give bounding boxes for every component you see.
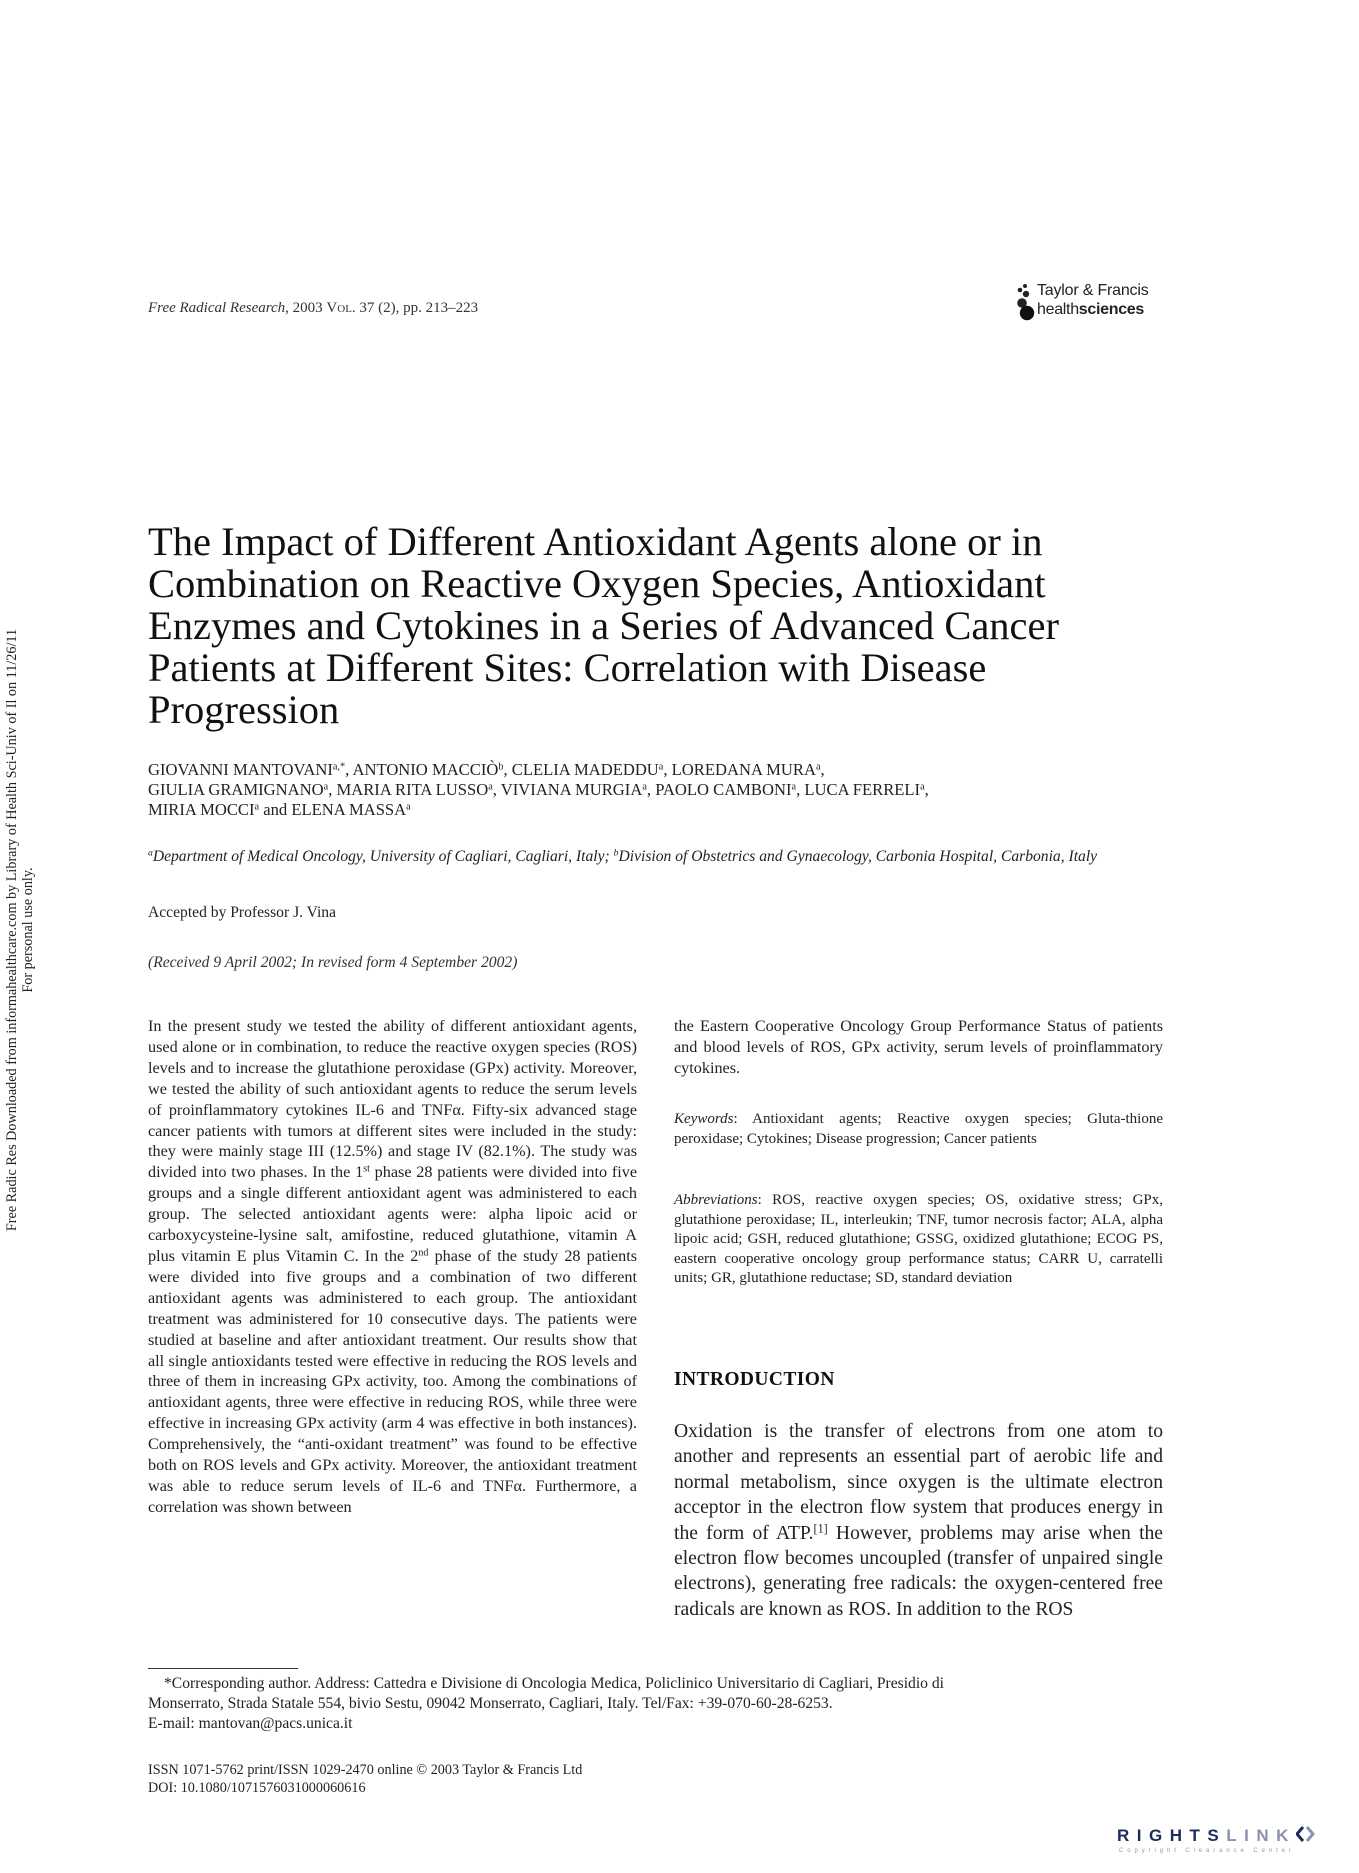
footnote-line-2: Monserrato, Strada Statale 554, bivio Sestu, 09042 Monserrato, Cagliari, Italy. Tel/Fax: +39-070-60-28-6253. [148,1695,833,1712]
citation-reference[interactable]: [1] [813,1520,828,1535]
rightslink-part-1: RIGHTS [1117,1826,1227,1845]
author-list [148,760,1168,820]
author-affiliation-mark: a [406,801,411,813]
corresponding-author-footnote [148,1674,1148,1734]
author: LUCA FERRELI [804,780,921,799]
rightslink-logo[interactable] [1117,1826,1349,1856]
abbreviations-label: Abbreviations [674,1192,758,1208]
journal-name: Free Radical Research [148,300,286,316]
abstract-ordinal-1: st [363,1163,370,1175]
abbreviations [674,1191,1163,1289]
accepted-by: Accepted by Professor J. Vina [148,904,337,921]
author-affiliation-mark: b [498,761,504,773]
author-affiliation-mark: a [791,781,797,793]
abstract-ordinal-2: nd [418,1247,429,1259]
author-affiliation-mark: a [642,781,647,793]
author-separator: , [345,760,353,779]
watermark-line-1: Free Radic Res Downloaded from informahealthcare.com by Library of Health Sci-Univ of Il on 11/26/11 [4,628,20,1232]
abbreviations-text: : ROS, reactive oxygen species; OS, oxidative stress; GPx, glutathione peroxidase; IL, interleukin; TNF, tumor necrosis factor; ALA, alpha lipoic acid; GSH, reduced glutathione; GSSG, oxidized glutathione; ECOG PS, eastern cooperative oncology group performance status; CARR U, carratelli units; GR, glutathione reductase; SD, standard deviation [674,1192,1163,1286]
author-affiliation-mark: a [254,801,260,813]
author: MARIA RITA LUSSO [336,780,489,799]
author-affiliation-mark: a,* [332,761,346,773]
journal-vol-label: Vol [326,300,352,316]
author-separator: , [796,780,805,799]
rightslink-arrow-icon [1296,1826,1316,1842]
footnote-line-1: *Corresponding author. Address: Cattedra e Divisione di Oncologia Medica, Policlinico Universitario di Cagliari, Presidio di [164,1675,944,1692]
author: VIVIANA MURGIA [500,780,643,799]
keywords-label: Keywords [674,1111,734,1127]
publisher-logo [1013,282,1163,322]
abstract-text-1: In the present study we tested the ability of different antioxidant agents, used alone or in combination, to reduce the reactive oxygen species (ROS) levels and to increase the glutathione peroxidase (GPx) activity. Moreover, we tested the ability of such antioxidant agents to reduce the serum levels of proinflammatory cytokines IL-6 and TNFα. Fifty-six advanced stage cancer patients with tumors at different sites were included in the study: they were mainly stage III (12.5%) and stage IV (82.1%). The study was divided into two phases. In the 1 [148,1017,637,1182]
author-affiliation-mark: a [920,781,925,793]
affiliation-b: Division of Obstetrics and Gynaecology, Carbonia Hospital, Carbonia, Italy [618,848,1098,865]
author-separator: , [328,780,337,799]
publisher-imprint [1037,301,1144,319]
author-separator: and [259,800,292,819]
keywords [674,1110,1163,1149]
affiliation-mark-a: a [148,847,153,859]
doi-line: DOI: 10.1080/1071576031000060616 [148,1780,366,1796]
author-affiliation-mark: a [658,761,664,773]
imprint-light: health [1037,301,1079,318]
abstract-continued: the Eastern Cooperative Oncology Group Performance Status of patients and blood levels of ROS, GPx activity, serum levels of proinflammatory cytokines. [674,1017,1163,1077]
publisher-dots-icon [1013,282,1035,322]
author: ANTONIO MACCIÒ [352,760,499,779]
journal-citation [148,300,478,317]
affiliation-mark-b: b [613,847,619,859]
rightslink-part-2: LINK [1226,1826,1296,1845]
author-separator: , [663,760,672,779]
author: CLELIA MADEDDU [511,760,659,779]
author-separator: , [646,780,656,799]
author: LOREDANA MURA [671,760,816,779]
rightslink-subtitle: Copyright Clearance Center [1119,1848,1295,1854]
introduction-paragraph [674,1419,1163,1622]
issn-line: ISSN 1071-5762 print/ISSN 1029-2470 online © 2003 Taylor & Francis Ltd [148,1762,583,1778]
article-title: The Impact of Different Antioxidant Agents alone or in Combination on Reactive Oxygen Species, Antioxidant Enzymes and Cytokines in a Series of Advanced Cancer Patients at Different Sites: Correlation with Disease Progression [148,519,1059,732]
journal-issue-pages: . 37 (2), pp. 213–223 [351,300,479,316]
introduction-text-2: However, problems may arise when the electron flow becomes uncoupled (transfer of unpaired single electrons), generating free radicals: the oxygen-centered free radicals are known as ROS. In addition to the ROS [674,1522,1164,1620]
footnote-rule [148,1668,298,1669]
received-dates: (Received 9 April 2002; In revised form 4 September 2002) [148,954,518,971]
publisher-name: Taylor & Francis [1037,282,1149,299]
author: GIOVANNI MANTOVANI [148,760,333,779]
imprint-bold: sciences [1078,301,1145,318]
section-heading-introduction: INTRODUCTION [674,1369,835,1390]
journal-year: , 2003 [285,300,327,316]
affiliations [148,848,1168,866]
author: PAOLO CAMBONI [655,780,792,799]
download-watermark [4,585,59,1275]
author-affiliation-mark: a [488,781,493,793]
author: ELENA MASSA [291,800,407,819]
abstract-text-3: phase of the study 28 patients were divided into five groups and a combination of two different antioxidant agents was administered to each group. The antioxidant treatment was administered for 10 consecutive days. The patients were studied at baseline and after antioxidant treatment. Our results show that all single antioxidants tested were effective in reducing the ROS levels and three of them in increasing GPx activity, too. Among the combinations of antioxidant agents, three were effective in reducing ROS, while three were effective in increasing GPx activity (arm 4 was effective in both instances). Comprehensively, the “anti-oxidant treatment” was found to be effective both on ROS levels and GPx activity. Moreover, the antioxidant treatment was able to reduce serum levels of IL-6 and TNFα. Furthermore, a correlation was shown between [148,1246,637,1516]
keywords-text: : Antioxidant agents; Reactive oxygen species; Gluta-thione peroxidase; Cytokines; Disease progression; Cancer patients [674,1111,1163,1147]
author-separator: , [924,780,929,799]
rightslink-wordmark [1117,1826,1316,1846]
abstract [148,1016,637,1518]
author-affiliation-mark: a [323,781,329,793]
affiliation-a: Department of Medical Oncology, University of Cagliari, Cagliari, Italy; [152,848,614,865]
watermark-line-2: For personal use only. [20,867,36,993]
author: GIULIA GRAMIGNANO [148,780,324,799]
introduction-text-1: Oxidation is the transfer of electrons from one atom to another and represents an essential part of aerobic life and normal metabolism, since oxygen is the ultimate electron acceptor in the electron flow system that produces energy in the form of ATP. [674,1421,1163,1544]
author-separator: , [492,780,501,799]
author-separator: , [820,760,825,779]
author: MIRIA MOCCI [148,800,255,819]
author-affiliation-mark: a [815,761,821,773]
issn-doi [148,1761,848,1797]
author-separator: , [503,760,512,779]
abstract-text-2: phase 28 patients were divided into five groups and a single different antioxidant agent was administered to each group. The selected antioxidant agents were: alpha lipoic acid or carboxycysteine-lysine salt, amifostine, reduced glutathione, vitamin A plus vitamin E plus Vitamin C. In the 2 [148,1163,638,1265]
footnote-email: E-mail: mantovan@pacs.unica.it [148,1715,353,1732]
